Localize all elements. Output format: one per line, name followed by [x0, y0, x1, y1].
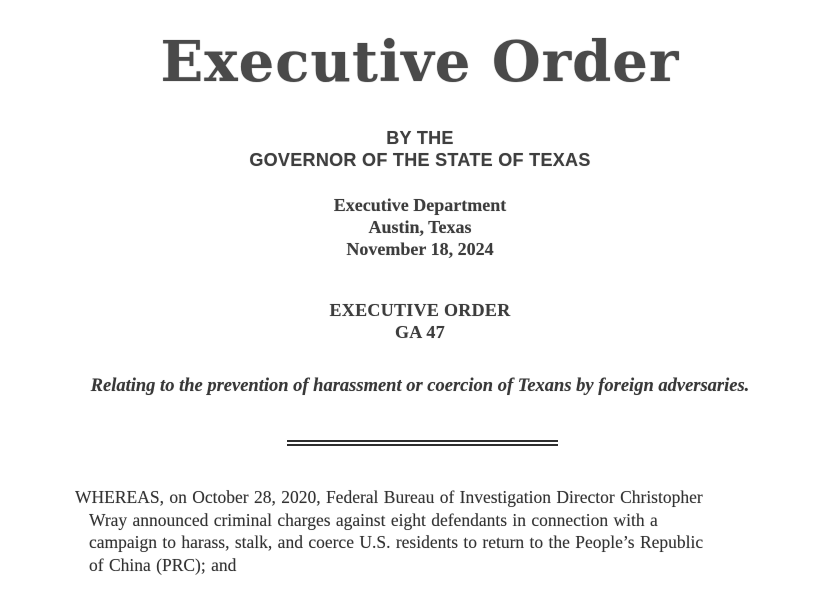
department-name: Executive Department [333, 195, 507, 215]
paragraph-line: campaign to harass, stalk, and coerce U.S. residents to return to the People’s Republic [89, 532, 704, 552]
order-heading: EXECUTIVE ORDER [329, 300, 511, 320]
order-number: GA 47 [394, 322, 445, 342]
paragraph-line: Wray announced criminal charges against eight defendants in connection with a [89, 509, 658, 530]
section-divider [287, 440, 558, 446]
issuer-line-governor: GOVERNOR OF THE STATE OF TEXAS [249, 150, 591, 170]
subject-line: Relating to the prevention of harassment or coercion of Texans by foreign adversaries. [90, 376, 750, 396]
document-date: November 18, 2024 [346, 239, 494, 259]
whereas-paragraph [75, 486, 775, 576]
paragraph-line: WHEREAS, on October 28, 2020, Federal Bureau of Investigation Director Christopher [75, 487, 703, 507]
department-location: Austin, Texas [368, 217, 472, 237]
order-heading-block [0, 299, 840, 343]
issuer-line-by-the: BY THE [386, 128, 454, 148]
paragraph-line: of China (PRC); and [89, 554, 237, 575]
department-block [0, 194, 840, 260]
document-title: Executive Order [160, 29, 680, 95]
issuer-block [0, 127, 840, 171]
